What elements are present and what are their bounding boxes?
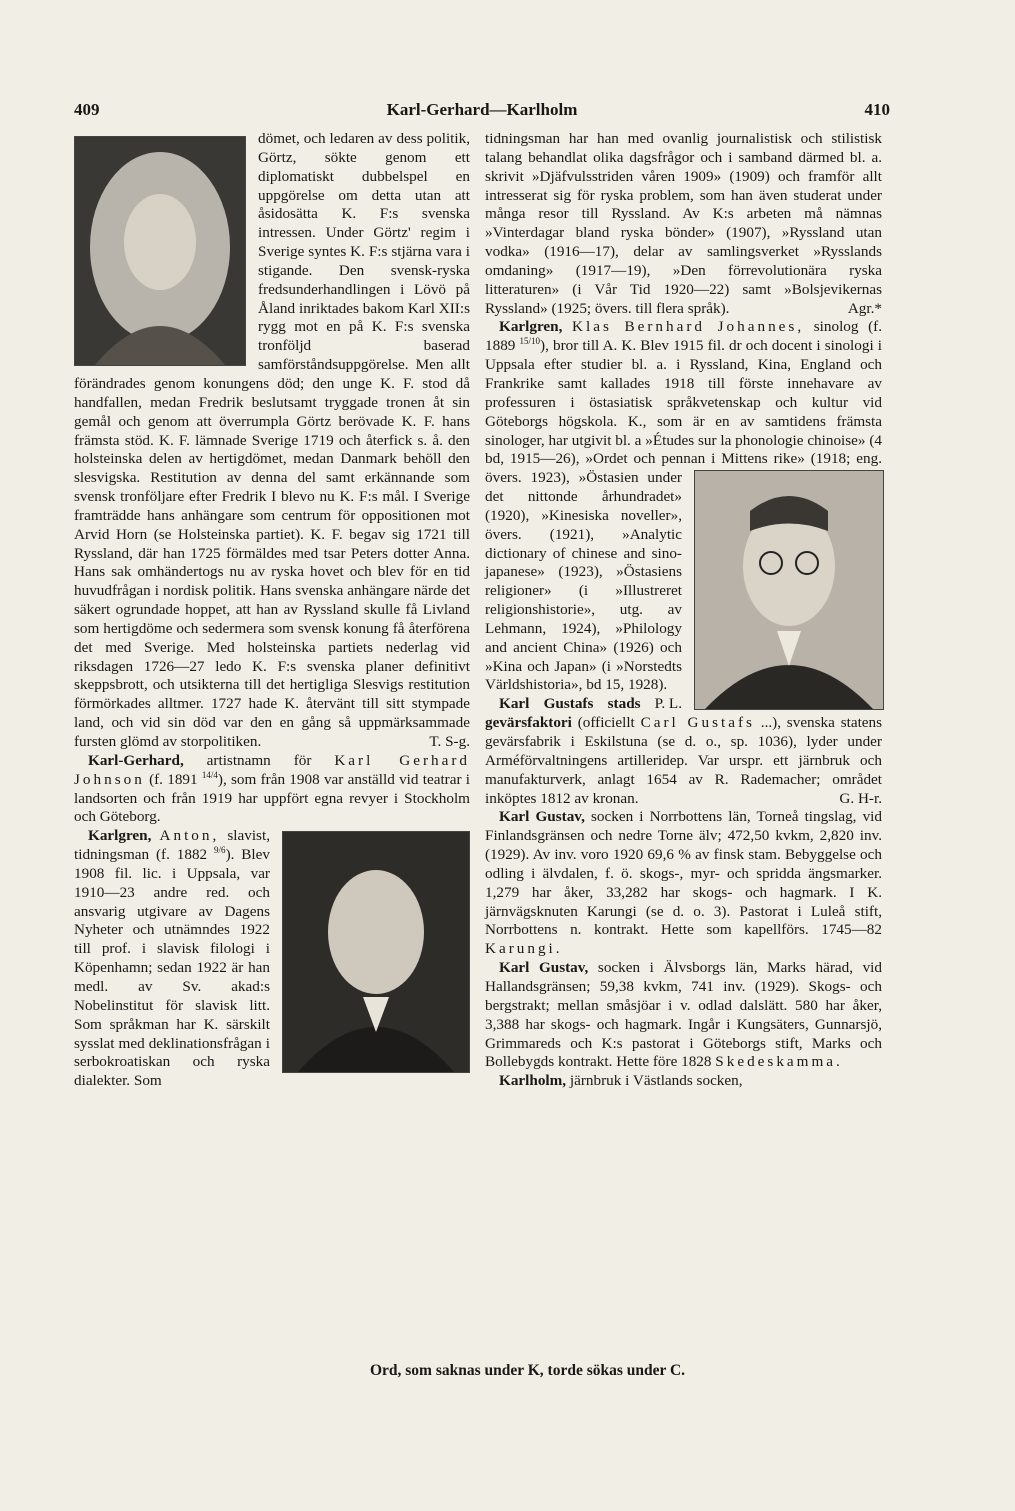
article-karlholm: Karlholm, järnbruk i Västlands socken, <box>499 1072 743 1090</box>
portrait-photo-anton-karlgren <box>282 831 470 1073</box>
page-footer-note: Ord, som saknas under K, torde sökas under C. <box>369 1362 686 1379</box>
portrait-photo-bernhard-karlgren <box>694 470 884 710</box>
left-column <box>74 130 470 1091</box>
article-gevarsfaktori: Karl Gustafs stads gevärsfaktori (officiellt Carl Gustafs ...), svenska statens gevärsfabrik i Eskilstuna (se d. o., sp. 1036), lyder under Arméförvaltningens artilleridep. Var urspr. ett järnbruk och manufakturverk, anlagt 1654 av R. Rademacher; området inköptes 1812 av kronan. G. H-r. <box>485 695 883 807</box>
article-karl-gustav-norrbotten: Karl Gustav, socken i Norrbottens län, Torneå tingslag, vid Finlandsgränsen och nedre Torne älv; 472,50 kvkm, 2,820 inv. (1929). Av inv. voro 1920 69,6 % av finsk stam. Bebyggelse och odling i älvdalen, f. ö. skogs-, myr- och spridda ängsmarker. 1,279 har åker, 33,282 har skogs- och hagmark. I K. järnvägsknuten Karungi (se d. o. 3). Pastorat i Luleå stift, Norrbottens n. kontrakt. Hette som kapellförs. 1745—82 Karungi. <box>485 808 882 958</box>
portrait-icon <box>75 137 245 365</box>
article-karl-fredrik-cont: dömet, och ledaren av dess politik, Görtz, sökte genom ett diplomatiskt dubbelspel en uppgörelse om detta utan att åsidosätta K. F:s svenska intressen. Under Görtz' regim i Sverige syntes K. F:s stjärna vara i stigande. Den svensk-ryska fredsunderhandlingen i Lövö på Åland inriktades bakom Karl XII:s rygg mot en på K. F:s svenska tronföljd baserad samförståndsuppgörelse. Men allt förändrades genom konungens död; den unge K. F. stod då handfallen, medan Fredrik beslutsamt tryggade tronen åt sin gemål och genom att överrumpla Görtz berövade K. F. hans främsta stöd. K. F. lämnade Sverige 1719 och återfick s. å. den holsteinska delen av hertigdömet, medan Danmark behöll den slesvigska. Restitution av denna del samt erkännande som svensk tronföljare efter Fredrik I blevo nu K. F:s mål. I Sverige framträdde hans anhängare som centrum för oppositionen mot Arvid Horn (se Holsteinska partiet). K. F. begav sig 1721 till Ryssland, där han 1725 förmäldes med tsar Peters dotter Anna. Hans sak omhändertogs nu av ryska hovet och blev för en tid huvudfrågan i nordisk politik. Hans svenska anhängare närde det säkert ogrundade hoppet, att han av Ryssland skulle få Livland som hertigdöme och sedermera som svensk konung få återförena det med Sverige. Med holsteinska partiets nederlag vid riksdagen 1726—27 ledo K. F:s svenska planer definitivt skeppsbrott, och utsikterna till det hertigliga Slesvigs restitution förmörkades alltmer. 1727 hade K. återvänt till sitt stympade land, och vid sin död var den en gång så uppmärksammade fursten glömd av storpolitiken. T. S-g. <box>74 130 470 750</box>
page-number-right: 410 <box>864 100 890 119</box>
article-anton-karlgren: Karlgren, Anton, slavist, tidningsman (f. 1882 $^{9/6}$). Blev 1908 fil. lic. i Uppsala, var 1910—23 andre red. och ansvarig utgivare av Dagens Nyheter och utnämndes 1922 till prof. i slavisk filologi i Köpenhamn; sedan 1922 är han medl. av Sv. akad:s Nobelinstitut för slavisk litt. Som språkman har K. särskilt sysslat med deklinationsfrågan i serbokroatiskan och ryska dialekter. Som <box>74 827 270 1090</box>
running-head: Karl-Gerhard—Karlholm <box>386 100 578 119</box>
portrait-icon <box>283 832 469 1072</box>
page-header <box>74 100 890 126</box>
portrait-photo-karl-fredrik <box>74 136 246 366</box>
article-bernhard-karlgren: Karlgren, Klas Bernhard Johannes, sinolog (f. 1889 $^{15/10}$), bror till A. K. Blev 1915 fil. dr och docent i sinologi i Uppsala efter studier bl. a. i Ryssland, Kina, England och Frankrike samt kallades 1918 till förste innehavare av professuren i östasiatisk språkvetenskap och kultur vid Göteborgs högskola. K., som är en av samtidens främsta sinologer, har utgivit bl. a »Études sur la phonologie chinoise» (4 bd, 1915—26), »Ordet och pennan i Mittens rike» (1918; eng. övers. 1923), »Östasien under det nittonde århundradet» (1920), »Kinesiska noveller», övers. (1921), »Analytic dictionary of chinese and sino-japanese» (1923), »Östasiens religioner» (i »Illustreret religionshistorie», utg. av Lehmann, 1924), »Philology and ancient China» (1926) och »Kina och Japan» (i »Norstedts Världshistoria», bd 15, 1928). P. L. <box>485 318 883 713</box>
page-number-left: 409 <box>74 100 100 119</box>
article-karl-gerhard: Karl-Gerhard, artistnamn för Karl Gerhard Johnson (f. 1891 $^{14/4}$), som från 1908 var anställd vid teatrar i landsorten och från 1919 har uppfört egna revyer i Stockholm och Göteborg. <box>74 751 471 826</box>
article-karl-gustav-alvsborg: Karl Gustav, socken i Älvsborgs län, Marks härad, vid Hallandsgränsen; 59,38 kvkm, 741 inv. (1929). Skogs- och bergstrakt; mellan småsjöar i v. odlad dalslätt. 580 har åker, 3,388 har skogs- och hagmark. Ingår i Kungsäters, Gunnarsjö, Grimmareds och K:s pastorat i Göteborgs stift, Marks och Bollebygds kontrakt. Hette före 1828 Skedeskamma. <box>485 959 882 1071</box>
portrait-icon <box>695 471 883 709</box>
article-anton-karlgren-cont: tidningsman har han med ovanlig journalistisk och stilistisk talang behandlat olika dagsfrågor och i samband därmed bl. a. skrivit »Djäfvulsstriden våren 1909» (1909) och framför allt intresserat sig för ryska problem, som han även studerat under många resor till Ryssland. Av K:s arbeten må nämnas »Vinterdagar bland ryska bönder» (1907), »Ryssland utan vodka» (1916—17), delar av samlingsverket »Rysslands omdaning» (1917—19), »Den förrevolutionära ryska litteraturen» (i Vår Tid 1920—22) samt »Bolsjevikernas Ryssland» (1925; övers. till flera språk). Agr.* <box>485 130 882 317</box>
